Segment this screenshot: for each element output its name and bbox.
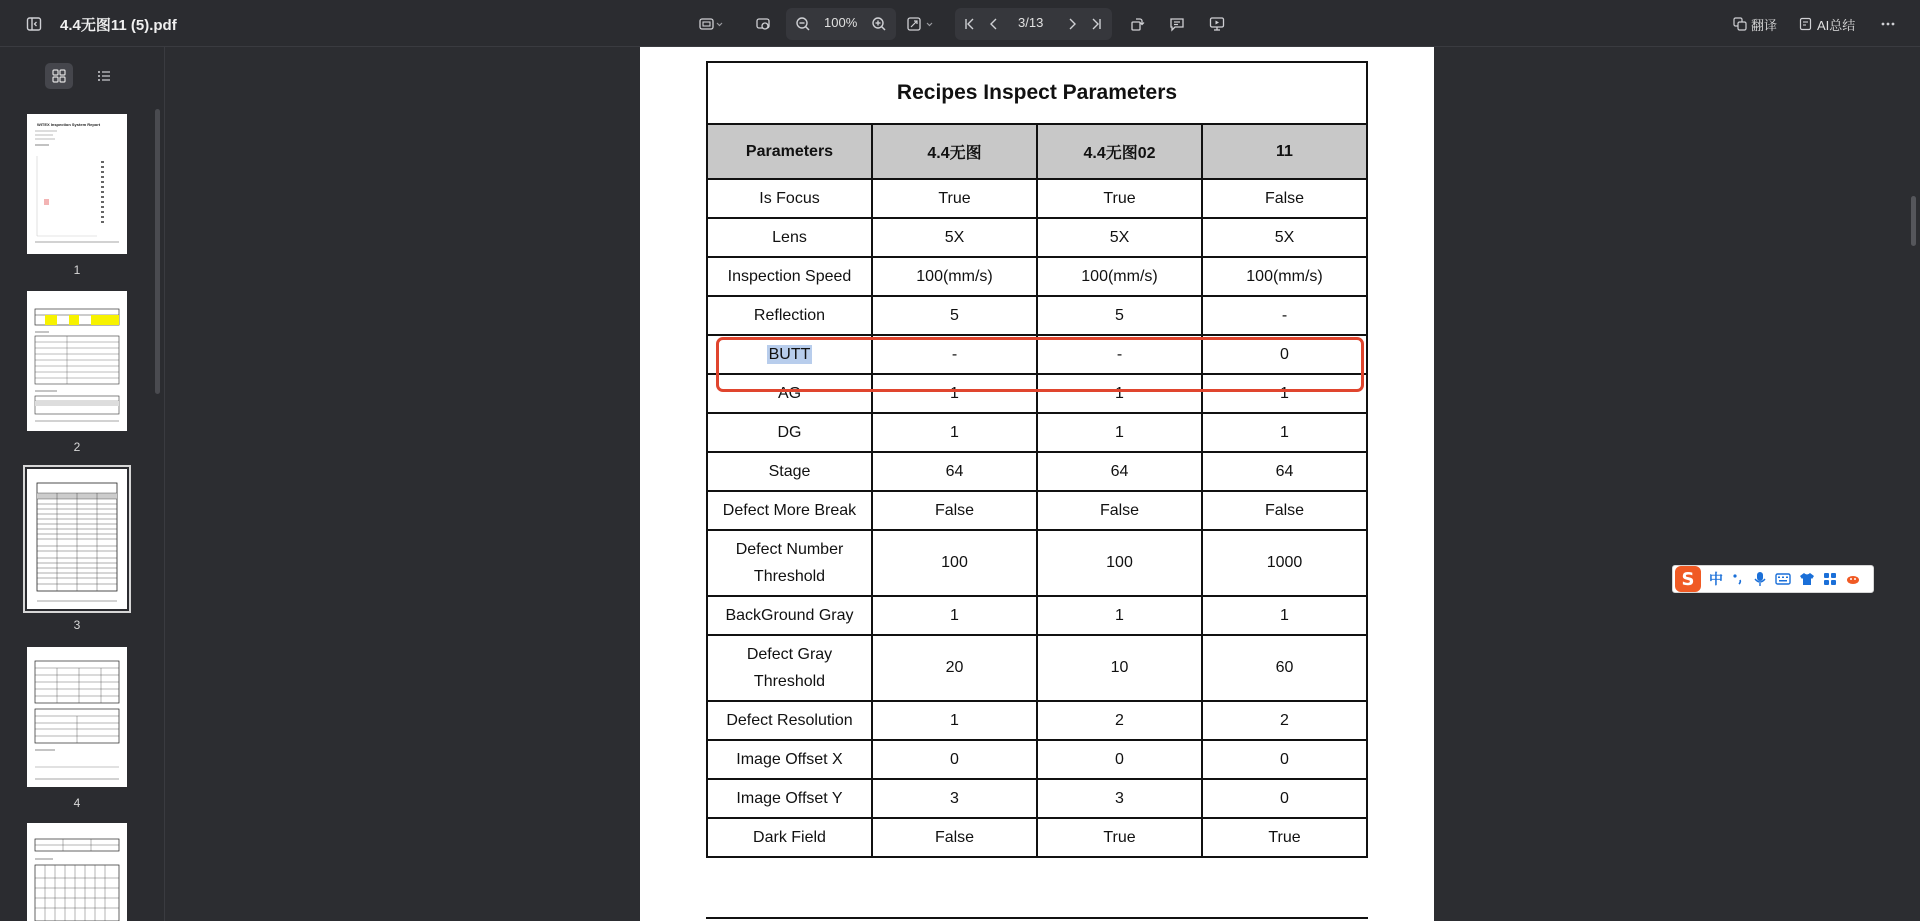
document-title: 4.4无图11 (5).pdf (60, 17, 177, 34)
thumbnail-preview (27, 469, 127, 609)
value-cell: 0 (872, 740, 1037, 779)
table-row-highlighted (707, 335, 1367, 374)
param-name: BackGround Gray (707, 596, 872, 635)
table-row (707, 452, 1367, 491)
value-cell: 1 (872, 701, 1037, 740)
value-cell: 1000 (1202, 530, 1367, 596)
table-row (707, 179, 1367, 218)
value-cell: 1 (872, 374, 1037, 413)
value-cell: 1 (872, 413, 1037, 452)
zoom-out-icon[interactable] (792, 11, 814, 37)
table-row (707, 296, 1367, 335)
value-cell: - (1037, 335, 1202, 374)
translate-icon[interactable] (1731, 11, 1749, 37)
page-thumbnail-5[interactable] (27, 823, 127, 921)
value-cell: 64 (1037, 452, 1202, 491)
table-row (707, 374, 1367, 413)
thumbnail-number: 1 (73, 263, 81, 277)
param-name: Image Offset Y (707, 779, 872, 818)
table-row (707, 818, 1367, 857)
thumbnail-preview (27, 823, 127, 921)
value-cell: 1 (1037, 413, 1202, 452)
param-name: AG (707, 374, 872, 413)
value-cell: False (1202, 491, 1367, 530)
value-cell: True (1037, 818, 1202, 857)
page-indicator[interactable]: 3/13 (1018, 15, 1044, 30)
ime-skin-icon[interactable] (1799, 572, 1815, 586)
fit-page-dropdown[interactable] (901, 11, 941, 37)
param-name: Defect More Break (707, 491, 872, 530)
value-cell: 100 (1037, 530, 1202, 596)
thumbnail-preview (27, 291, 127, 431)
param-name: Defect Number Threshold (707, 530, 872, 596)
page-layout-dropdown[interactable] (694, 11, 728, 37)
param-name: Lens (707, 218, 872, 257)
parameters-table (706, 61, 1368, 858)
param-name: Reflection (707, 296, 872, 335)
value-cell: True (1037, 179, 1202, 218)
table-row (707, 701, 1367, 740)
thumbnail-preview (27, 647, 127, 787)
table-row (707, 413, 1367, 452)
param-name (707, 335, 872, 374)
value-cell: True (1202, 818, 1367, 857)
value-cell: 1 (1202, 374, 1367, 413)
read-mode-icon[interactable] (751, 11, 775, 37)
value-cell: 1 (872, 596, 1037, 635)
value-cell: 3 (872, 779, 1037, 818)
table-header-row (707, 124, 1367, 179)
value-cell: 3 (1037, 779, 1202, 818)
selected-text[interactable]: BUTT (768, 345, 811, 363)
value-cell: 100(mm/s) (1037, 257, 1202, 296)
thumbnail-preview (27, 114, 127, 254)
ime-mode-toggle[interactable]: 中 (1709, 571, 1723, 587)
param-name: DG (707, 413, 872, 452)
thumbnail-title: WITEX Inspection System Report (37, 122, 101, 127)
zoom-in-icon[interactable] (868, 11, 890, 37)
ime-toolbar (1672, 565, 1874, 593)
table-row (707, 740, 1367, 779)
more-icon[interactable] (1878, 11, 1898, 37)
value-cell: - (1202, 296, 1367, 335)
translate-button[interactable]: 翻译 (1751, 18, 1778, 33)
top-toolbar (0, 0, 1920, 47)
value-cell: 100(mm/s) (872, 257, 1037, 296)
page-thumbnail-4[interactable] (27, 647, 127, 787)
ime-microphone-icon[interactable] (1753, 571, 1767, 587)
value-cell: False (1037, 491, 1202, 530)
page-thumbnail-3[interactable] (27, 469, 127, 609)
next-page-icon[interactable] (1063, 11, 1081, 37)
value-cell: 5X (1037, 218, 1202, 257)
ime-keyboard-icon[interactable] (1775, 572, 1791, 586)
value-cell: 64 (872, 452, 1037, 491)
zoom-level[interactable]: 100% (824, 15, 858, 30)
sidebar-toggle-icon[interactable] (22, 11, 46, 37)
list-view-icon[interactable] (90, 63, 118, 89)
param-name: Defect Gray Threshold (707, 635, 872, 701)
value-cell: 1 (1202, 413, 1367, 452)
value-cell: 5X (872, 218, 1037, 257)
ai-summary-button[interactable]: AI总结 (1817, 18, 1856, 33)
value-cell: False (872, 491, 1037, 530)
table-title: Recipes Inspect Parameters (707, 62, 1367, 124)
value-cell: 100(mm/s) (1202, 257, 1367, 296)
value-cell: 2 (1037, 701, 1202, 740)
table-row (707, 635, 1367, 701)
page-nav-group (955, 8, 1112, 40)
prev-page-icon[interactable] (985, 11, 1003, 37)
first-page-icon[interactable] (961, 11, 979, 37)
header-cell: 4.4无图02 (1037, 124, 1202, 179)
value-cell: 1 (1202, 596, 1367, 635)
value-cell: 0 (1202, 779, 1367, 818)
param-name: Is Focus (707, 179, 872, 218)
value-cell: 1 (1037, 374, 1202, 413)
table-row (707, 218, 1367, 257)
param-name: Dark Field (707, 818, 872, 857)
table-row (707, 257, 1367, 296)
value-cell: 100 (872, 530, 1037, 596)
last-page-icon[interactable] (1087, 11, 1105, 37)
document-scrollbar[interactable] (1911, 196, 1916, 246)
value-cell: 1 (1037, 596, 1202, 635)
next-table-border (706, 917, 1368, 919)
param-name: Image Offset X (707, 740, 872, 779)
value-cell: 0 (1202, 335, 1367, 374)
value-cell: False (1202, 179, 1367, 218)
header-cell: 11 (1202, 124, 1367, 179)
value-cell: 5X (1202, 218, 1367, 257)
value-cell: 2 (1202, 701, 1367, 740)
value-cell: False (872, 818, 1037, 857)
param-name: Inspection Speed (707, 257, 872, 296)
value-cell: True (872, 179, 1037, 218)
ime-mascot-icon[interactable] (1845, 572, 1861, 586)
table-row (707, 596, 1367, 635)
ime-apps-icon[interactable] (1823, 572, 1837, 586)
sidebar-scrollbar[interactable] (155, 109, 160, 394)
ime-logo-icon[interactable]: S (1675, 566, 1701, 592)
thumbnail-sidebar (0, 47, 165, 921)
value-cell: 10 (1037, 635, 1202, 701)
header-cell: 4.4无图 (872, 124, 1037, 179)
thumbnail-number: 4 (73, 796, 81, 810)
value-cell: - (872, 335, 1037, 374)
pdf-page (640, 47, 1434, 921)
param-name: Stage (707, 452, 872, 491)
comment-icon[interactable] (1166, 11, 1188, 37)
present-icon[interactable] (1206, 11, 1228, 37)
thumbnail-number: 2 (73, 440, 81, 454)
ai-summary-icon[interactable] (1797, 11, 1815, 37)
value-cell: 5 (1037, 296, 1202, 335)
grid-view-icon[interactable] (45, 63, 73, 89)
rotate-icon[interactable] (1126, 11, 1148, 37)
ime-punctuation-icon[interactable] (1731, 572, 1745, 586)
thumbnail-number: 3 (73, 618, 81, 632)
page-thumbnail-2[interactable] (27, 291, 127, 431)
header-cell: Parameters (707, 124, 872, 179)
value-cell: 0 (1202, 740, 1367, 779)
value-cell: 60 (1202, 635, 1367, 701)
table-row (707, 779, 1367, 818)
value-cell: 5 (872, 296, 1037, 335)
page-thumbnail-1[interactable] (27, 114, 127, 254)
value-cell: 0 (1037, 740, 1202, 779)
zoom-group (786, 8, 896, 40)
param-name: Defect Resolution (707, 701, 872, 740)
value-cell: 64 (1202, 452, 1367, 491)
table-row (707, 491, 1367, 530)
table-row (707, 530, 1367, 596)
value-cell: 20 (872, 635, 1037, 701)
